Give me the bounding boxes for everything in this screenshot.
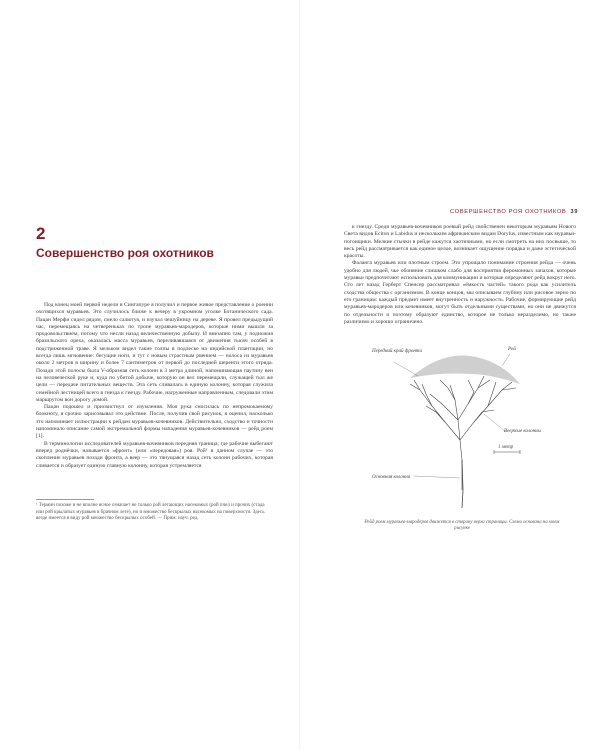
column-line [414, 380, 460, 440]
label-swarm: Рой [508, 347, 516, 352]
column-line [488, 382, 496, 406]
scale-bar [494, 450, 520, 454]
chapter-title: Совершенство роя охотников [36, 246, 214, 260]
figure-caption: Рейд роем муравьев-мародеров движется в сторону верха страницы. Схема основана на моем рисунке [364, 520, 560, 532]
label-fan: Веерные колонны [504, 429, 541, 434]
paragraph: В терминологии исследователей муравьев-кочевников передняя граница, где рабочие выбегают вперед роднёчки, называется «фронт» (или «передовая») роя. Рой¹ в данном случае — это скопление муравьев позади фронта, а веер — это тянущаяся назад сеть колонн рабочих, которая сливается и образует единую главную колонну, которая устремляется [36, 440, 273, 469]
column-line [474, 410, 494, 422]
swarm-front [410, 355, 520, 384]
chapter-number: 2 [36, 224, 46, 243]
paragraph: Под конец моей первой недели в Сингапуре я получил и первое живое представление о роении охотящихся муравьев. Это случилось ближе к вечеру в укромном уголке Ботанического сада. Пацан Мерфи сидел рядом, смело салютуя, и изучал чешуйницу на дереве. Я провел предыдущий час, перемещаясь на четвереньках по тропе муравьев-мародеров, которые ними вышли за продовольствием, потому что несли назад величественную добычу. И внезапно там, у подножия бразильского ореха, оказалась масса муравьев, переливавшаяся от движения тысяч особей в подстриженной траве. Я мельком видел такие толпы в подлеске на индийской плантации, но всегда лишь мгновение: бегущие ноги, и тут с новым страстным рвением — полоса из муравьев около 2 метров в ширину и более 7 сантиметров от первой до последней шеренги этого отряда. Позади этой полосы была V-образная сеть колонн в 3 метра длиной, напоминающая паутину вен на человеческой руке и, куда по убитой добыче, которую он вел перемещали, служащей тыл же цели — передаче питательных веществ. Эта сеть сливалась в единую колонну, которая служила семейной лестницей всего в гнезда к гнезду. Рабочие, нагруженные направленным, следовали этим маршрутом вон дорогу домой. [36, 302, 273, 403]
fan-columns [410, 376, 516, 490]
column-line [450, 385, 462, 490]
paragraph: Пацан подошел и присвистнул от изумления. Моя рука сносилась по непромокаемому блокноту, я срочно зарисовывал это действие. После, получив свой рисунок, я оценил, насколько это напоминает иллюстрации к рейдам муравьев-кочевников. Действительно, сходство и точности напоминало описание самой экстремальной формы нападения муравьев-кочевников — рейд роем [1]. [36, 404, 273, 440]
label-front: Передний край фронта [372, 349, 422, 354]
running-header-title: СОВЕРШЕНСТВО РОЯ ОХОТНИКОВ [450, 209, 567, 215]
page-number: 39 [570, 209, 579, 215]
right-body-text [344, 224, 576, 326]
left-body-text [36, 302, 273, 470]
running-header [450, 209, 578, 215]
paragraph: Фаланга муравьев или плотным строем. Это упрощало понимание строения рейда — очень удобно для людей, чье обоняние слишком слабо для восприятия феромонных запахов, которые муравьи предпочитают использовать для коммуникации и которые определяют рейд вокруг него. Сто лет назад Герберт Спенсер рассматривал «ёмкость частей» такого рода как усилитель сходства общества с организмом. В конце концов, мы описываем глубину или рисовое зерно по его границам: каждый предмет имеет внутренность и наружность. Рабочие, формирующие рейд муравьев-мародеров или кочевников, могут быть отдельными существами, но они не движутся по отдельности и поэтому образуют единство, которое не только неразделимо, но также различимо и хорошо ограничено. [344, 260, 577, 325]
column-line [440, 380, 455, 400]
right-page [300, 0, 600, 750]
raid-diagram [370, 340, 545, 510]
paragraph: к гнезду. Среди муравьев-кочевников роевый рейд свойственен некоторым муравьям Нового Света видов Eciton и Labidus и нескольким африканским видам Dorylus, известным как муравьи-погонщики. Мелкие стычки в рейде кажутся хаотичными, но если смотреть на них посвыше, то весь рейд рассматривается как единое целое, возникает ощущение порядка и даже эстетической красоты. [344, 224, 576, 260]
column-line [468, 380, 474, 404]
column-line [426, 406, 445, 422]
swarm-mass [410, 355, 520, 384]
footnote: ¹ Термин похоже и не вполне ясное означает не только рой летающих насекомых (рой пчел и прочих (стада или рой крылатых муравьев в брачном лете), но и множество бескрылых насекомых на поверхности. Здесь везде имеется в виду рой множество бескрылых особей. — Прим. науч. ред. [36, 503, 265, 522]
label-main-column: Основная колонна [372, 475, 411, 480]
label-scale: 1 метр [498, 445, 514, 450]
footnote-rule [36, 499, 94, 500]
